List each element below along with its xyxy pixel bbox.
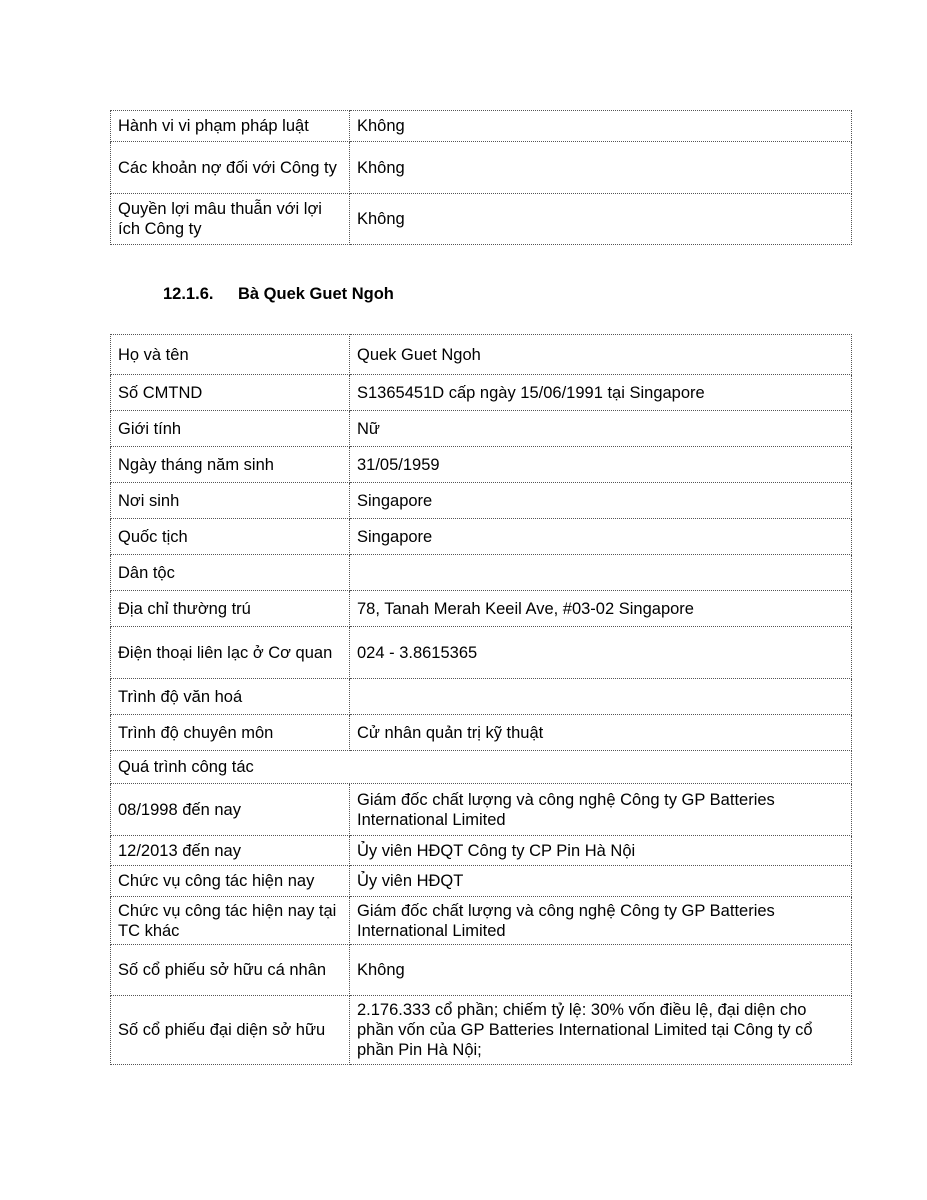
table-row <box>111 996 852 1065</box>
field-label: Số CMTND <box>111 375 350 411</box>
field-value: Giám đốc chất lượng và công nghệ Công ty GP Batteries International Limited <box>350 784 852 836</box>
field-label: Họ và tên <box>111 335 350 375</box>
field-label: Điện thoại liên lạc ở Cơ quan <box>111 627 350 679</box>
field-value <box>350 679 852 715</box>
field-label: Dân tộc <box>111 555 350 591</box>
field-value: Ủy viên HĐQT Công ty CP Pin Hà Nội <box>350 836 852 866</box>
field-value: Giám đốc chất lượng và công nghệ Công ty GP Batteries International Limited <box>350 897 852 945</box>
director-profile-table <box>110 334 852 1065</box>
field-label: Quyền lợi mâu thuẫn với lợi ích Công ty <box>111 194 350 245</box>
table-row <box>111 591 852 627</box>
field-value: 78, Tanah Merah Keeil Ave, #03-02 Singapore <box>350 591 852 627</box>
field-label: Các khoản nợ đối với Công ty <box>111 142 350 194</box>
table-row <box>111 679 852 715</box>
section-number: 12.1.6. <box>163 285 214 303</box>
field-label: Giới tính <box>111 411 350 447</box>
table-row <box>111 111 852 142</box>
table-row <box>111 519 852 555</box>
field-label: Hành vi vi phạm pháp luật <box>111 111 350 142</box>
field-value: 31/05/1959 <box>350 447 852 483</box>
table-row <box>111 945 852 996</box>
field-label: Số cổ phiếu đại diện sở hữu <box>111 996 350 1065</box>
table-row <box>111 715 852 751</box>
table-row <box>111 194 852 245</box>
field-value: Không <box>350 142 852 194</box>
field-value <box>350 555 852 591</box>
table-row <box>111 555 852 591</box>
field-label: 08/1998 đến nay <box>111 784 350 836</box>
field-value: Ủy viên HĐQT <box>350 866 852 897</box>
field-label: Trình độ chuyên môn <box>111 715 350 751</box>
table-row <box>111 335 852 375</box>
table-row <box>111 836 852 866</box>
field-value: Singapore <box>350 483 852 519</box>
table-row <box>111 483 852 519</box>
table-row <box>111 375 852 411</box>
field-value: Không <box>350 945 852 996</box>
field-value: 2.176.333 cổ phần; chiếm tỷ lệ: 30% vốn điều lệ, đại diện cho phần vốn của GP Batteries International Limited tại Công ty cổ phần Pin Hà Nội; <box>350 996 852 1065</box>
field-label: Chức vụ công tác hiện nay <box>111 866 350 897</box>
field-value: Quek Guet Ngoh <box>350 335 852 375</box>
table-row <box>111 411 852 447</box>
field-value: Nữ <box>350 411 852 447</box>
field-label: Địa chỉ thường trú <box>111 591 350 627</box>
field-label: Quốc tịch <box>111 519 350 555</box>
field-label: Nơi sinh <box>111 483 350 519</box>
work-history-heading: Quá trình công tác <box>111 751 852 784</box>
table-row <box>111 447 852 483</box>
field-label: Trình độ văn hoá <box>111 679 350 715</box>
field-value: Cử nhân quản trị kỹ thuật <box>350 715 852 751</box>
field-value: Không <box>350 111 852 142</box>
field-value: Không <box>350 194 852 245</box>
table-row <box>111 784 852 836</box>
table-row <box>111 866 852 897</box>
field-label: 12/2013 đến nay <box>111 836 350 866</box>
field-value: 024 - 3.8615365 <box>350 627 852 679</box>
section-heading <box>163 285 394 304</box>
field-label: Chức vụ công tác hiện nay tại TC khác <box>111 897 350 945</box>
work-history-heading-row <box>111 751 852 784</box>
table-row <box>111 627 852 679</box>
prior-director-info-table <box>110 110 852 245</box>
field-label: Ngày tháng năm sinh <box>111 447 350 483</box>
section-title: Bà Quek Guet Ngoh <box>238 285 394 303</box>
field-label: Số cổ phiếu sở hữu cá nhân <box>111 945 350 996</box>
field-value: Singapore <box>350 519 852 555</box>
table-row <box>111 897 852 945</box>
table-row <box>111 142 852 194</box>
field-value: S1365451D cấp ngày 15/06/1991 tại Singapore <box>350 375 852 411</box>
